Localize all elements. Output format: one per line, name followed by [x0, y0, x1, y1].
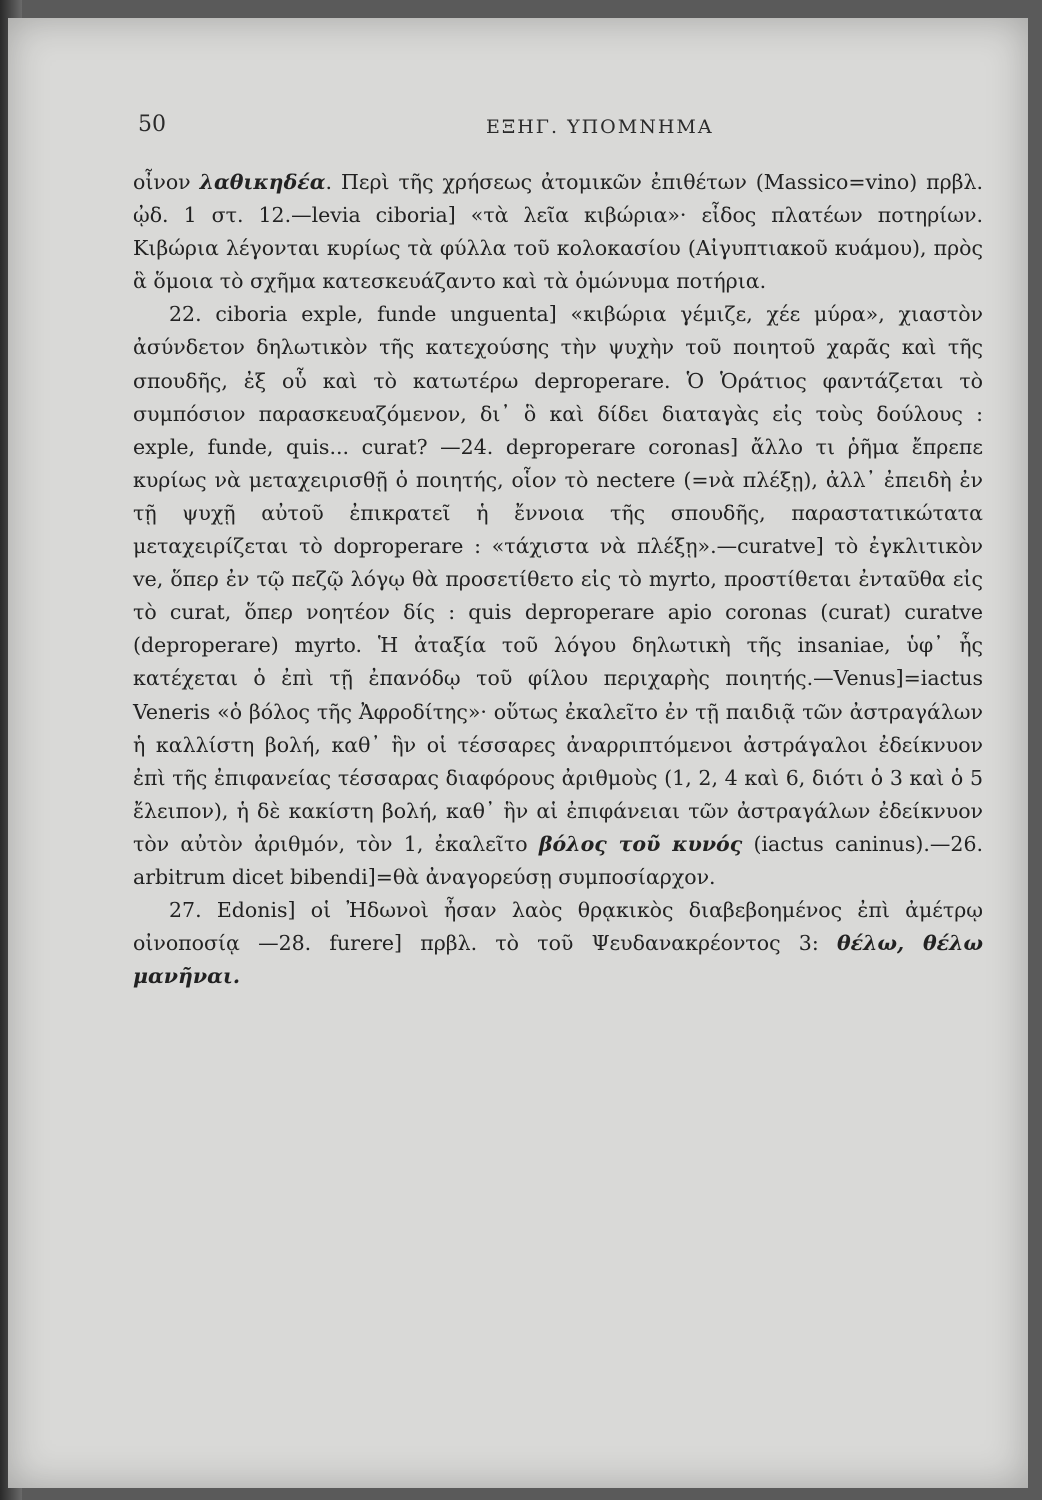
- text-segment: . Περὶ τῆς χρήσεως ἀτομικῶν ἐπιθέτων (Massico=vino) πρβλ. ᾠδ. 1 στ. 12.—levia ciboria] «τὰ λεῖα κιβώρια»· εἶδος πλατέων ποτηρίων. Κιβώρια λέγονται κυρίως τὰ φύλλα τοῦ κολοκασίου (Αἰγυπτιακοῦ κυάμου), πρὸς ἃ ὅμοια τὸ σχῆμα κατεσκευάζαντο καὶ τὰ ὁμώνυμα ποτήρια.: [133, 170, 983, 294]
- running-title: ΕΞΗΓ. ΥΠΟΜΝΗΜΑ: [486, 116, 714, 138]
- text-segment: 22. ciboria exple, funde unguenta] «κιβώρια γέμιζε, χέε μύρα», χιαστὸν ἀσύνδετον δηλωτικὸν τῆς κατεχούσης τὴν ψυχὴν τοῦ ποιητοῦ χαρᾶς καὶ τῆς σπουδῆς, ἐξ οὗ καὶ τὸ κατωτέρω deproperare. Ὁ Ὁράτιος φαντάζεται τὸ συμπόσιον παρασκευαζόμενον, δι᾽ ὃ καὶ δίδει διαταγὰς εἰς τοὺς δούλους : exple, funde, quis... curat? —24. deproperare coronas] ἄλλο τι ῥῆμα ἔπρεπε κυρίως νὰ μεταχειρισθῇ ὁ ποιητής, οἷον τὸ nectere (=νὰ πλέξῃ), ἀλλ᾽ ἐπειδὴ ἐν τῇ ψυχῇ αὐτοῦ ἐπικρατεῖ ἡ ἔννοια τῆς σπουδῆς, παραστατικώτατα μεταχειρίζεται τὸ doproperare : «τάχιστα νὰ πλέξῃ».—curatve] τὸ ἐγκλιτικὸν ve, ὅπερ ἐν τῷ πεζῷ λόγῳ θὰ προσετίθετο εἰς τὸ myrto, προστίθεται ἐνταῦθα εἰς τὸ curat, ὅπερ νοητέον δίς : quis deproperare apio coronas (curat) curatve (deproperare) myrto. Ἡ ἀταξία τοῦ λόγου δηλωτικὴ τῆς insaniae, ὑφ᾽ ἧς κατέχεται ὁ ἐπὶ τῇ ἐπανόδῳ τοῦ φίλου περιχαρὴς ποιητής.—Venus]=iactus Veneris «ὁ βόλος τῆς Ἀφροδίτης»· οὕτως ἐκαλεῖτο ἐν τῇ παιδιᾷ τῶν ἀστραγάλων ἡ καλλίστη βολή, καθ᾽ ἣν οἱ τέσσαρες ἀναρριπτόμενοι ἀστράγαλοι ἐδείκνυον ἐπὶ τῆς ἐπιφανείας τέσσαρας διαφόρους ἀριθμοὺς (1, 2, 4 καὶ 6, διότι ὁ 3 καὶ ὁ 5 ἔλειπον), ἡ δὲ κακίστη βολή, καθ᾽ ἣν αἱ ἐπιφάνειαι τῶν ἀστραγάλων ἐδείκνυον τὸν αὐτὸν ἀριθμόν, τὸν 1, ἐκαλεῖτο: [133, 302, 983, 856]
- paragraph-1: [133, 166, 983, 298]
- bold-term: βόλος τοῦ κυνός: [538, 831, 743, 856]
- paragraph-2: [133, 298, 983, 894]
- text-segment: (iactus caninus).—26. arbitrum dicet bibendi]=θὰ ἀναγορεύσῃ συμποσίαρχον.: [133, 831, 984, 889]
- page-header: [138, 112, 978, 146]
- paragraph-3: [133, 894, 983, 993]
- bold-term: λαθικηδέα: [199, 170, 326, 194]
- text-segment: 27. Edonis] οἱ Ἠδωνοὶ ἦσαν λαὸς θρᾳκικὸς διαβεβοημένος ἐπὶ ἀμέτρῳ οἰνοποσίᾳ —28. furere] πρβλ. τὸ τοῦ Ψευδανακρέοντος 3:: [133, 898, 983, 956]
- text-segment: οἶνον: [133, 170, 200, 194]
- commentary-text: [133, 166, 983, 993]
- bold-term: θέλω, θέλω μανῆναι.: [133, 931, 983, 989]
- page-number: 50: [138, 112, 166, 137]
